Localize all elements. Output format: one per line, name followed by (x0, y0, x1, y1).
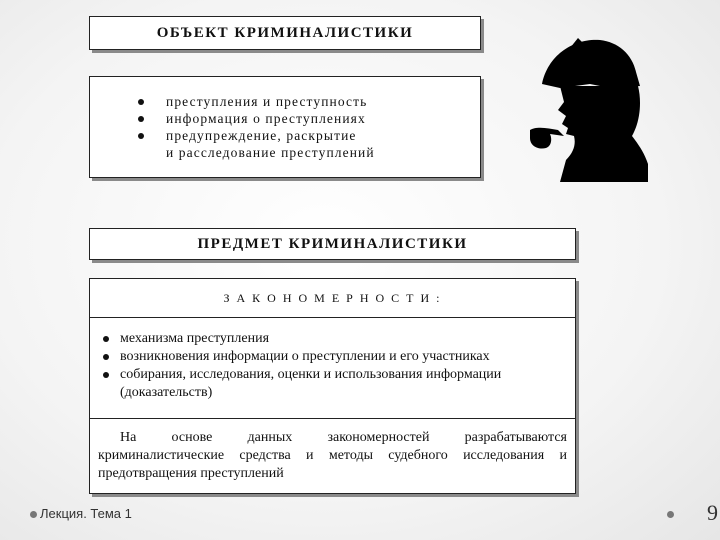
list-item: собирания, исследования, оценки и использования информации (доказательств) (96, 366, 563, 402)
object-title-box (89, 16, 481, 50)
laws-box (89, 278, 576, 494)
sherlock-silhouette-icon (520, 32, 655, 182)
object-list (90, 93, 480, 144)
subject-title: ПРЕДМЕТ КРИМИНАЛИСТИКИ (197, 236, 468, 252)
list-item-continuation: и расследование преступлений (166, 145, 375, 160)
footer-lecture: Лекция. Тема 1 (40, 506, 132, 521)
subject-title-box (89, 228, 576, 260)
footer-left-dot (30, 511, 37, 518)
page-number: 9 (707, 500, 718, 525)
list-item: механизма преступления (96, 330, 563, 348)
list-item: информация о преступлениях (90, 110, 480, 127)
list-item: преступления и преступность (90, 93, 480, 110)
object-list-box (89, 76, 481, 178)
laws-list (90, 318, 575, 419)
list-item: предупреждение, раскрытие (90, 127, 480, 144)
footer-right-dot (667, 511, 674, 518)
object-title: ОБЪЕКТ КРИМИНАЛИСТИКИ (156, 25, 414, 41)
list-item: возникновения информации о преступлении и его участниках (96, 348, 563, 366)
laws-conclusion: На основе данных закономерностей разрабатываются криминалистические средства и методы судебного исследования и предотвращения преступлений (98, 430, 567, 481)
laws-heading: З А К О Н О М Е Р Н О С Т И : (90, 279, 575, 318)
